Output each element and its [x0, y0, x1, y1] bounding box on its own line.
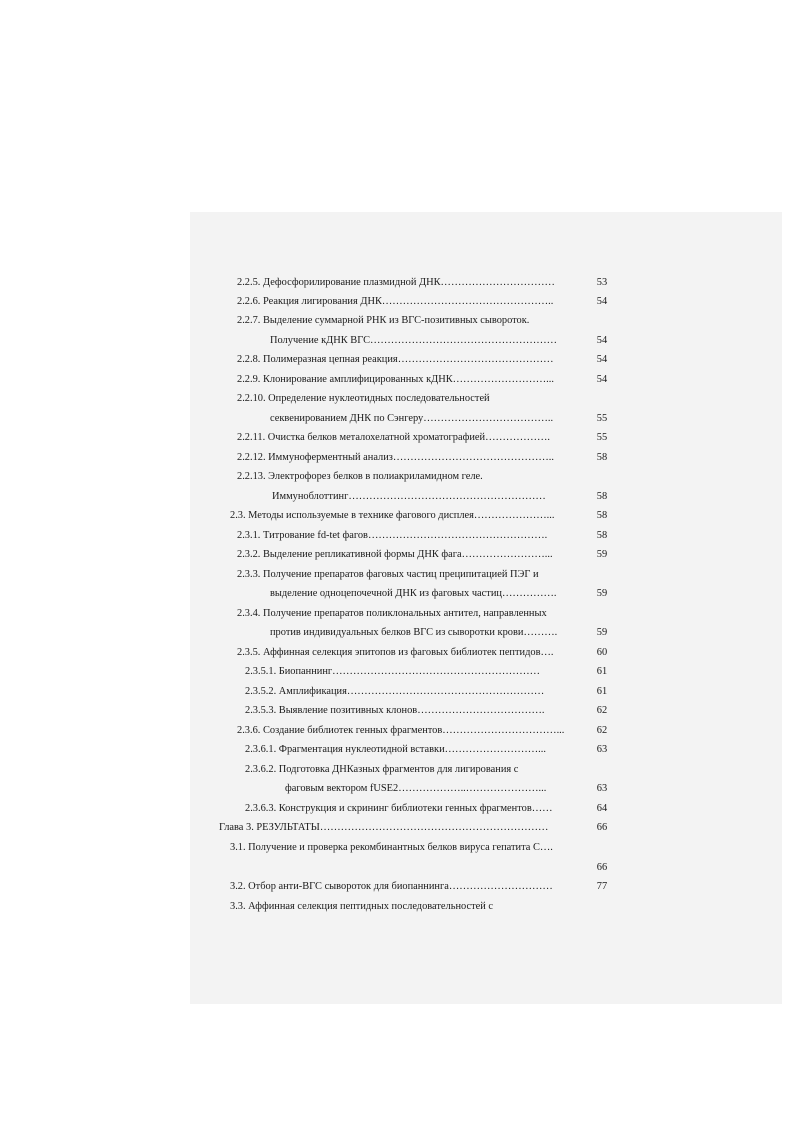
toc-entry-2-2-6: [0, 294, 795, 314]
entry-text: 2.3.5.2. Амплификация…………………………………………………: [245, 686, 545, 697]
toc-entry-2-2-13-cont: [0, 489, 795, 509]
toc-entry-2-3-3-cont: [0, 586, 795, 606]
toc-entry-2-2-9: [0, 372, 795, 392]
entry-page: 77: [596, 881, 608, 892]
entry-text: Иммуноблоттинг…………………………………………………: [272, 491, 546, 502]
entry-text: секвенированием ДНК по Сэнгеру………………………………..: [270, 413, 554, 424]
entry-page: 54: [596, 354, 608, 365]
toc-entry-2-3-4: [0, 606, 795, 626]
entry-page: 64: [596, 803, 608, 814]
entry-text: 2.3.6.1. Фрагментация нуклеотидной вставки………………………...: [245, 744, 546, 755]
toc-entry-2-2-12: [0, 450, 795, 470]
toc-entry-2-3-6-2-cont: [0, 781, 795, 801]
toc-entry-2-2-8: [0, 352, 795, 372]
toc-entry-2-3-1: [0, 528, 795, 548]
toc-entry-2-2-13: [0, 469, 795, 489]
toc-entry-2-3-6-2: [0, 762, 795, 782]
entry-text: 2.2.8. Полимеразная цепная реакция………………………………………: [237, 354, 554, 365]
entry-text: 2.3.6. Создание библиотек генных фрагментов……………………………...: [237, 725, 565, 736]
entry-text: 2.2.13. Электрофорез белков в полиакриламидном геле.: [237, 471, 483, 482]
toc-entry-2-2-7-cont: [0, 333, 795, 353]
entry-page: 62: [596, 705, 608, 716]
entry-page: 54: [596, 374, 608, 385]
entry-text: 2.2.9. Клонирование амплифицированных кДНК………………………...: [237, 374, 554, 385]
toc-entry-2-3: [0, 508, 795, 528]
entry-page: 54: [596, 296, 608, 307]
toc-entry-2-3-3: [0, 567, 795, 587]
toc-entry-2-2-11: [0, 430, 795, 450]
entry-text: 2.3.5. Аффинная селекция эпитопов из фаговых библиотек пептидов….: [237, 647, 554, 658]
toc-entry-2-2-10: [0, 391, 795, 411]
entry-text: 2.3.2. Выделение репликативной формы ДНК фага……………………...: [237, 549, 553, 560]
toc-entry-2-3-5-2: [0, 684, 795, 704]
entry-text: Получение кДНК ВГС………………………………………………: [270, 335, 558, 346]
toc-entry-2-3-5-1: [0, 664, 795, 684]
entry-text: против индивидуальных белков ВГС из сыворотки крови……….: [270, 627, 558, 638]
toc-entry-2-2-5: [0, 275, 795, 295]
entry-text: 3.2. Отбор анти-ВГС сывороток для биопаннинга…………………………: [230, 881, 553, 892]
entry-text: 2.3.6.3. Конструкция и скрининг библиотеки генных фрагментов……: [245, 803, 553, 814]
entry-text: 2.2.12. Иммуноферментный анализ………………………………………..: [237, 452, 554, 463]
entry-page: 54: [596, 335, 608, 346]
entry-text: 2.2.5. Дефосфорилирование плазмидной ДНК……………………………: [237, 277, 555, 288]
entry-text: 3.1. Получение и проверка рекомбинантных белков вируса гепатита С….: [230, 842, 553, 853]
entry-text: 2.2.6. Реакция лигирования ДНК…………………………………………..: [237, 296, 554, 307]
toc-entry-2-3-5: [0, 645, 795, 665]
entry-page: 63: [596, 744, 608, 755]
entry-page: 58: [596, 530, 608, 541]
entry-page: 58: [596, 491, 608, 502]
entry-page: 61: [596, 666, 608, 677]
entry-page: 66: [596, 862, 608, 873]
entry-text: 2.3. Методы используемые в технике фагового дисплея…………………...: [230, 510, 555, 521]
toc-entry-2-3-4-cont: [0, 625, 795, 645]
entry-text: 2.3.5.3. Выявление позитивных клонов……………………………….: [245, 705, 545, 716]
entry-page: 63: [596, 783, 608, 794]
entry-text: 2.3.3. Получение препаратов фаговых частиц преципитацией ПЭГ и: [237, 569, 539, 580]
toc-entry-chapter-3: [0, 820, 795, 840]
toc-entry-3-3: [0, 899, 795, 919]
entry-text: 3.3. Аффинная селекция пептидных последовательностей с: [230, 901, 494, 912]
toc-entry-3-1-page: [0, 860, 795, 880]
entry-text: 2.3.1. Титрование fd-tet фагов…………………………………………….: [237, 530, 548, 541]
entry-text: Глава 3. РЕЗУЛЬТАТЫ…………………………………………………………: [219, 822, 549, 833]
toc-entry-2-2-10-cont: [0, 411, 795, 431]
entry-page: 55: [596, 432, 608, 443]
entry-text: выделение одноцепочечной ДНК из фаговых частиц…………….: [270, 588, 557, 599]
entry-page: 59: [596, 627, 608, 638]
entry-text: фаговым вектором fUSE2………………..…………………...: [285, 783, 547, 794]
toc-entry-2-2-7: [0, 313, 795, 333]
entry-text: 2.2.11. Очистка белков металохелатной хроматографией……………….: [237, 432, 551, 443]
toc-entry-3-1: [0, 840, 795, 860]
entry-page: 61: [596, 686, 608, 697]
entry-text: 2.2.7. Выделение суммарной РНК из ВГС-позитивных сывороток.: [237, 315, 530, 326]
entry-page: 58: [596, 452, 608, 463]
toc-entry-2-3-6: [0, 723, 795, 743]
entry-page: 53: [596, 277, 608, 288]
entry-text: 2.3.4. Получение препаратов поликлональных антител, направленных: [237, 608, 547, 619]
entry-page: 55: [596, 413, 608, 424]
entry-page: 66: [596, 822, 608, 833]
toc-entry-3-2: [0, 879, 795, 899]
entry-text: 2.3.6.2. Подготовка ДНКазных фрагментов для лигирования с: [245, 764, 519, 775]
entry-page: 59: [596, 588, 608, 599]
toc-entry-2-3-6-1: [0, 742, 795, 762]
entry-page: 59: [596, 549, 608, 560]
entry-page: 58: [596, 510, 608, 521]
entry-page: 60: [596, 647, 608, 658]
entry-text: 2.3.5.1. Биопаннинг……………………………………………………: [245, 666, 540, 677]
toc-entry-2-3-6-3: [0, 801, 795, 821]
entry-text: 2.2.10. Определение нуклеотидных последовательностей: [237, 393, 490, 404]
toc-entry-2-3-5-3: [0, 703, 795, 723]
toc-entry-2-3-2: [0, 547, 795, 567]
entry-page: 62: [596, 725, 608, 736]
